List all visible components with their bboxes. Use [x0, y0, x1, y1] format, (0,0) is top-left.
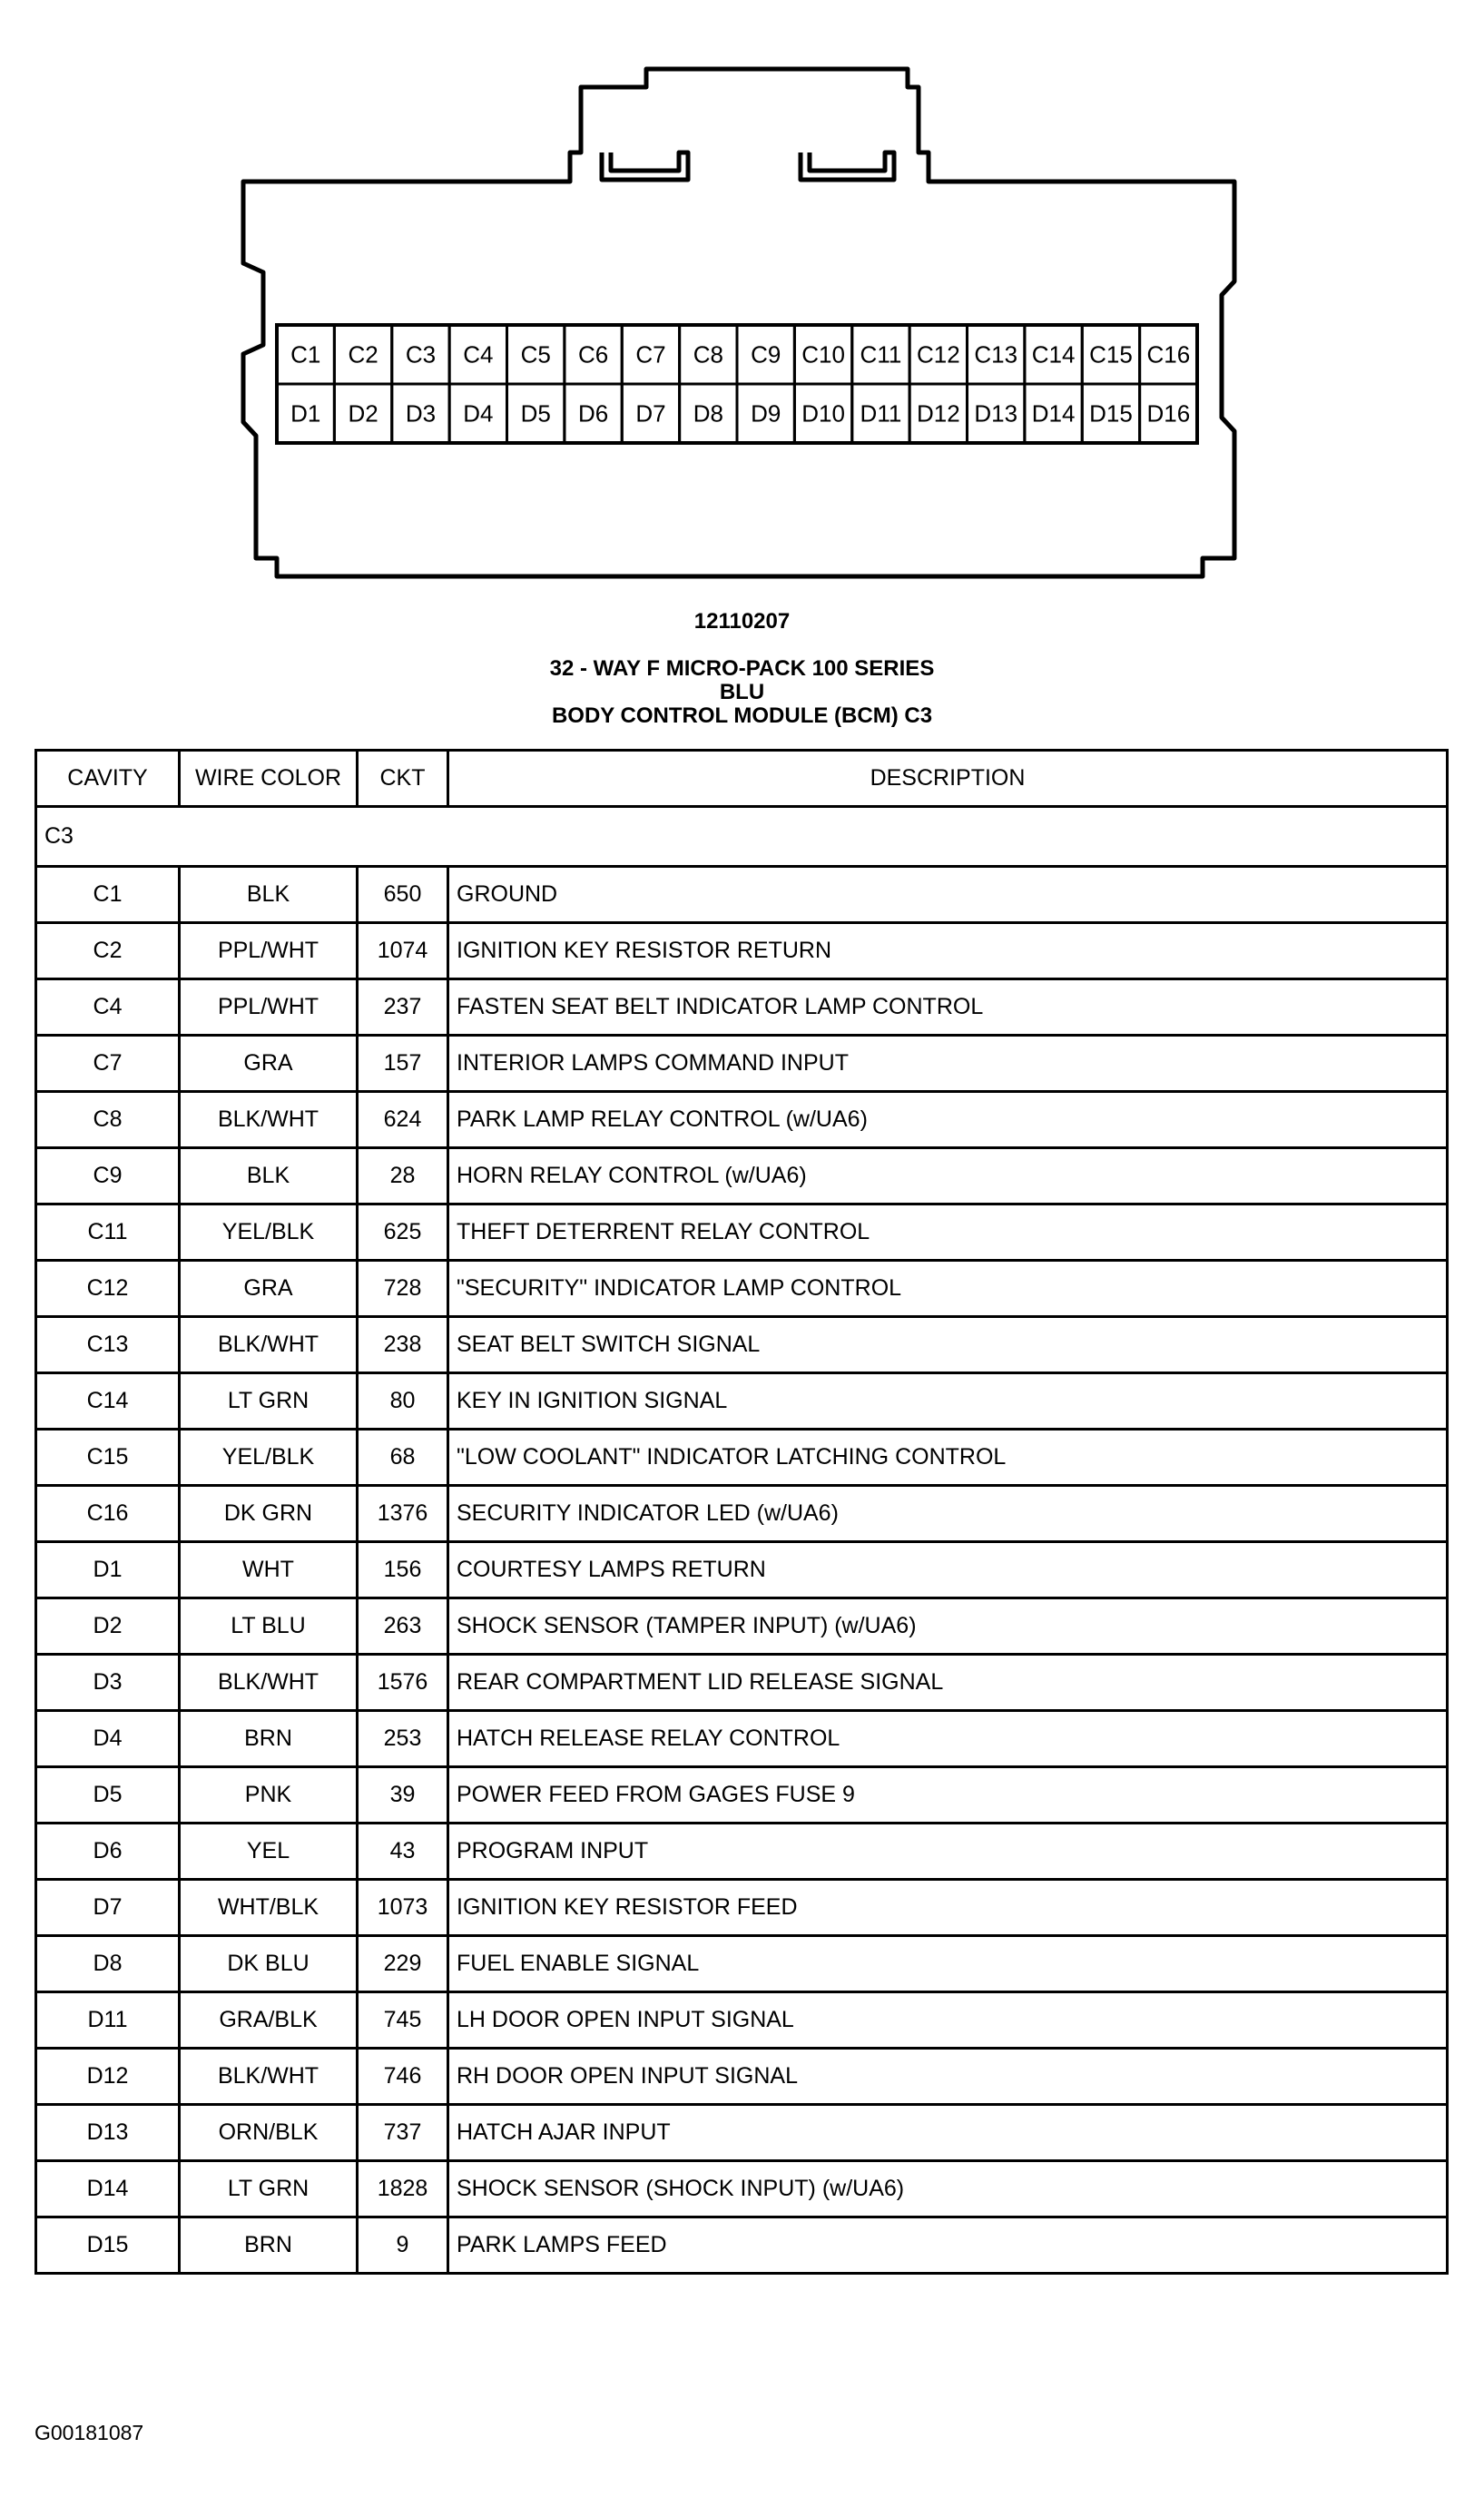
cavity-label: D2	[348, 399, 378, 428]
cell-wire-color: WHT/BLK	[180, 1880, 358, 1936]
figure-code: G00181087	[34, 2421, 144, 2444]
cell-ckt: 28	[358, 1148, 448, 1204]
cell-cavity: D12	[36, 2049, 180, 2105]
cavity-label: C9	[751, 340, 781, 369]
table-row	[36, 1992, 1448, 2049]
cell-cavity: D8	[36, 1936, 180, 1992]
connector-module-line: BODY CONTROL MODULE (BCM) C3	[551, 703, 933, 728]
cell-wire-color: GRA/BLK	[180, 1992, 358, 2049]
table-row	[36, 1317, 1448, 1373]
cell-cavity: C9	[36, 1148, 180, 1204]
cell-cavity: D15	[36, 2217, 180, 2274]
table-row	[36, 1036, 1448, 1092]
cell-description: "LOW COOLANT" INDICATOR LATCHING CONTROL	[448, 1430, 1448, 1486]
cell-ckt: 68	[358, 1430, 448, 1486]
cell-ckt: 80	[358, 1373, 448, 1430]
cavity-label: D13	[974, 399, 1018, 428]
cell-description: FUEL ENABLE SIGNAL	[448, 1936, 1448, 1992]
cell-description: SEAT BELT SWITCH SIGNAL	[448, 1317, 1448, 1373]
cavity-label: C11	[860, 340, 902, 369]
cell-wire-color: YEL/BLK	[180, 1204, 358, 1261]
cell-wire-color: LT BLU	[180, 1598, 358, 1655]
cell-description: SHOCK SENSOR (SHOCK INPUT) (w/UA6)	[448, 2161, 1448, 2217]
cell-description: PARK LAMP RELAY CONTROL (w/UA6)	[448, 1092, 1448, 1148]
table-row	[36, 1261, 1448, 1317]
cell-cavity: D11	[36, 1992, 180, 2049]
section-label: C3	[36, 807, 1448, 867]
cell-wire-color: ORN/BLK	[180, 2105, 358, 2161]
cell-cavity: C7	[36, 1036, 180, 1092]
table-row	[36, 1373, 1448, 1430]
cavity-label: D6	[577, 399, 609, 428]
cell-description: IGNITION KEY RESISTOR FEED	[448, 1880, 1448, 1936]
table-row	[36, 1092, 1448, 1148]
table-row	[36, 2217, 1448, 2274]
cavity-label: D7	[635, 399, 666, 428]
cell-cavity: D13	[36, 2105, 180, 2161]
cell-ckt: 156	[358, 1542, 448, 1598]
header-description: DESCRIPTION	[448, 751, 1448, 807]
cell-description: FASTEN SEAT BELT INDICATOR LAMP CONTROL	[448, 979, 1448, 1036]
cavity-label: C16	[1146, 340, 1191, 369]
cavity-label: D12	[916, 399, 960, 428]
cavity-label: C3	[405, 340, 437, 369]
table-row	[36, 1542, 1448, 1598]
cell-wire-color: BLK	[180, 1148, 358, 1204]
cavity-label: C6	[577, 340, 609, 369]
cell-ckt: 253	[358, 1711, 448, 1767]
table-row	[36, 1430, 1448, 1486]
cavity-label: D16	[1146, 399, 1191, 428]
header-wire-color: WIRE COLOR	[180, 751, 358, 807]
cell-description: HATCH AJAR INPUT	[448, 2105, 1448, 2161]
connector-diagram	[0, 0, 1484, 617]
pinout-table	[34, 749, 1449, 2275]
cavity-label: D4	[463, 399, 494, 428]
cell-ckt: 625	[358, 1204, 448, 1261]
cell-wire-color: LT GRN	[180, 2161, 358, 2217]
cell-wire-color: GRA	[180, 1261, 358, 1317]
cell-wire-color: BLK	[180, 867, 358, 923]
cavity-label: C12	[916, 340, 960, 369]
cell-ckt: 650	[358, 867, 448, 923]
table-row	[36, 1486, 1448, 1542]
cell-cavity: D2	[36, 1598, 180, 1655]
section-row	[36, 807, 1448, 867]
cell-description: POWER FEED FROM GAGES FUSE 9	[448, 1767, 1448, 1824]
cell-wire-color: GRA	[180, 1036, 358, 1092]
cell-cavity: C15	[36, 1430, 180, 1486]
table-row	[36, 1936, 1448, 1992]
cell-wire-color: DK BLU	[180, 1936, 358, 1992]
cell-cavity: D3	[36, 1655, 180, 1711]
cell-cavity: C14	[36, 1373, 180, 1430]
table-row	[36, 867, 1448, 923]
table-row	[36, 1767, 1448, 1824]
table-row	[36, 1711, 1448, 1767]
cell-cavity: C16	[36, 1486, 180, 1542]
cavity-label: C4	[463, 340, 494, 369]
cell-description: INTERIOR LAMPS COMMAND INPUT	[448, 1036, 1448, 1092]
connector-title	[0, 657, 1484, 728]
cell-wire-color: DK GRN	[180, 1486, 358, 1542]
cell-ckt: 43	[358, 1824, 448, 1880]
cavity-label: C10	[801, 340, 845, 369]
cell-description: GROUND	[448, 867, 1448, 923]
cell-ckt: 237	[358, 979, 448, 1036]
cell-ckt: 1828	[358, 2161, 448, 2217]
cell-cavity: C8	[36, 1092, 180, 1148]
cavity-label: D11	[860, 399, 902, 428]
cavity-label: D9	[751, 399, 781, 428]
cell-cavity: D4	[36, 1711, 180, 1767]
cell-ckt: 1576	[358, 1655, 448, 1711]
cell-wire-color: PPL/WHT	[180, 923, 358, 979]
part-number: 12110207	[693, 609, 791, 634]
cell-cavity: C11	[36, 1204, 180, 1261]
cell-cavity: C13	[36, 1317, 180, 1373]
cell-wire-color: BLK/WHT	[180, 1317, 358, 1373]
cell-description: PARK LAMPS FEED	[448, 2217, 1448, 2274]
cell-wire-color: BLK/WHT	[180, 1092, 358, 1148]
table-row	[36, 1655, 1448, 1711]
cell-description: COURTESY LAMPS RETURN	[448, 1542, 1448, 1598]
cell-description: RH DOOR OPEN INPUT SIGNAL	[448, 2049, 1448, 2105]
connector-color-line: BLU	[719, 680, 765, 704]
table-row	[36, 1880, 1448, 1936]
cell-ckt: 1376	[358, 1486, 448, 1542]
cavity-label: C15	[1089, 340, 1133, 369]
cell-description: HATCH RELEASE RELAY CONTROL	[448, 1711, 1448, 1767]
cell-ckt: 745	[358, 1992, 448, 2049]
cavity-label: C5	[520, 340, 551, 369]
cell-ckt: 39	[358, 1767, 448, 1824]
cell-description: SECURITY INDICATOR LED (w/UA6)	[448, 1486, 1448, 1542]
cell-ckt: 624	[358, 1092, 448, 1148]
cell-description: IGNITION KEY RESISTOR RETURN	[448, 923, 1448, 979]
cell-ckt: 238	[358, 1317, 448, 1373]
cell-cavity: D1	[36, 1542, 180, 1598]
cell-ckt: 229	[358, 1936, 448, 1992]
cavity-label: C2	[348, 340, 378, 369]
cell-description: THEFT DETERRENT RELAY CONTROL	[448, 1204, 1448, 1261]
cell-ckt: 263	[358, 1598, 448, 1655]
table-row	[36, 1148, 1448, 1204]
cell-cavity: D14	[36, 2161, 180, 2217]
table-row	[36, 2049, 1448, 2105]
cell-wire-color: BRN	[180, 1711, 358, 1767]
cavity-label: D3	[405, 399, 437, 428]
cell-wire-color: YEL	[180, 1824, 358, 1880]
cell-description: "SECURITY" INDICATOR LAMP CONTROL	[448, 1261, 1448, 1317]
connector-latch-left	[602, 152, 688, 180]
cell-wire-color: YEL/BLK	[180, 1430, 358, 1486]
cell-description: LH DOOR OPEN INPUT SIGNAL	[448, 1992, 1448, 2049]
cell-wire-color: LT GRN	[180, 1373, 358, 1430]
cell-wire-color: PPL/WHT	[180, 979, 358, 1036]
cell-ckt: 9	[358, 2217, 448, 2274]
table-row	[36, 1204, 1448, 1261]
cell-wire-color: WHT	[180, 1542, 358, 1598]
cavity-label: D14	[1031, 399, 1076, 428]
cavity-label: D10	[801, 399, 845, 428]
header-cavity: CAVITY	[36, 751, 180, 807]
cell-description: REAR COMPARTMENT LID RELEASE SIGNAL	[448, 1655, 1448, 1711]
table-row	[36, 979, 1448, 1036]
cell-wire-color: BRN	[180, 2217, 358, 2274]
cavity-label: D8	[693, 399, 723, 428]
cell-ckt: 157	[358, 1036, 448, 1092]
table-row	[36, 1824, 1448, 1880]
cell-ckt: 746	[358, 2049, 448, 2105]
cell-wire-color: BLK/WHT	[180, 1655, 358, 1711]
header-ckt: CKT	[358, 751, 448, 807]
cell-ckt: 1073	[358, 1880, 448, 1936]
table-row	[36, 2161, 1448, 2217]
cell-cavity: C2	[36, 923, 180, 979]
cell-ckt: 1074	[358, 923, 448, 979]
cavity-label: C7	[635, 340, 666, 369]
cell-description: PROGRAM INPUT	[448, 1824, 1448, 1880]
cavity-label: D15	[1089, 399, 1133, 428]
cell-description: SHOCK SENSOR (TAMPER INPUT) (w/UA6)	[448, 1598, 1448, 1655]
cell-cavity: D5	[36, 1767, 180, 1824]
cell-cavity: C12	[36, 1261, 180, 1317]
cavity-label: C8	[693, 340, 723, 369]
table-row	[36, 2105, 1448, 2161]
cell-wire-color: BLK/WHT	[180, 2049, 358, 2105]
cell-wire-color: PNK	[180, 1767, 358, 1824]
cavity-label: C14	[1031, 340, 1076, 369]
table-header-row	[36, 751, 1448, 807]
connector-title-line: 32 - WAY F MICRO-PACK 100 SERIES	[549, 656, 935, 681]
cell-cavity: C4	[36, 979, 180, 1036]
cell-cavity: D7	[36, 1880, 180, 1936]
table-row	[36, 923, 1448, 979]
cell-description: HORN RELAY CONTROL (w/UA6)	[448, 1148, 1448, 1204]
connector-latch-right	[801, 152, 894, 180]
cavity-label: C13	[974, 340, 1018, 369]
cavity-label: D1	[290, 399, 321, 428]
connector-housing-outline	[243, 69, 1234, 576]
cell-ckt: 737	[358, 2105, 448, 2161]
cell-cavity: C1	[36, 867, 180, 923]
cavity-label: D5	[520, 399, 551, 428]
cell-description: KEY IN IGNITION SIGNAL	[448, 1373, 1448, 1430]
cavity-label: C1	[290, 340, 321, 369]
cell-cavity: D6	[36, 1824, 180, 1880]
cell-ckt: 728	[358, 1261, 448, 1317]
table-row	[36, 1598, 1448, 1655]
